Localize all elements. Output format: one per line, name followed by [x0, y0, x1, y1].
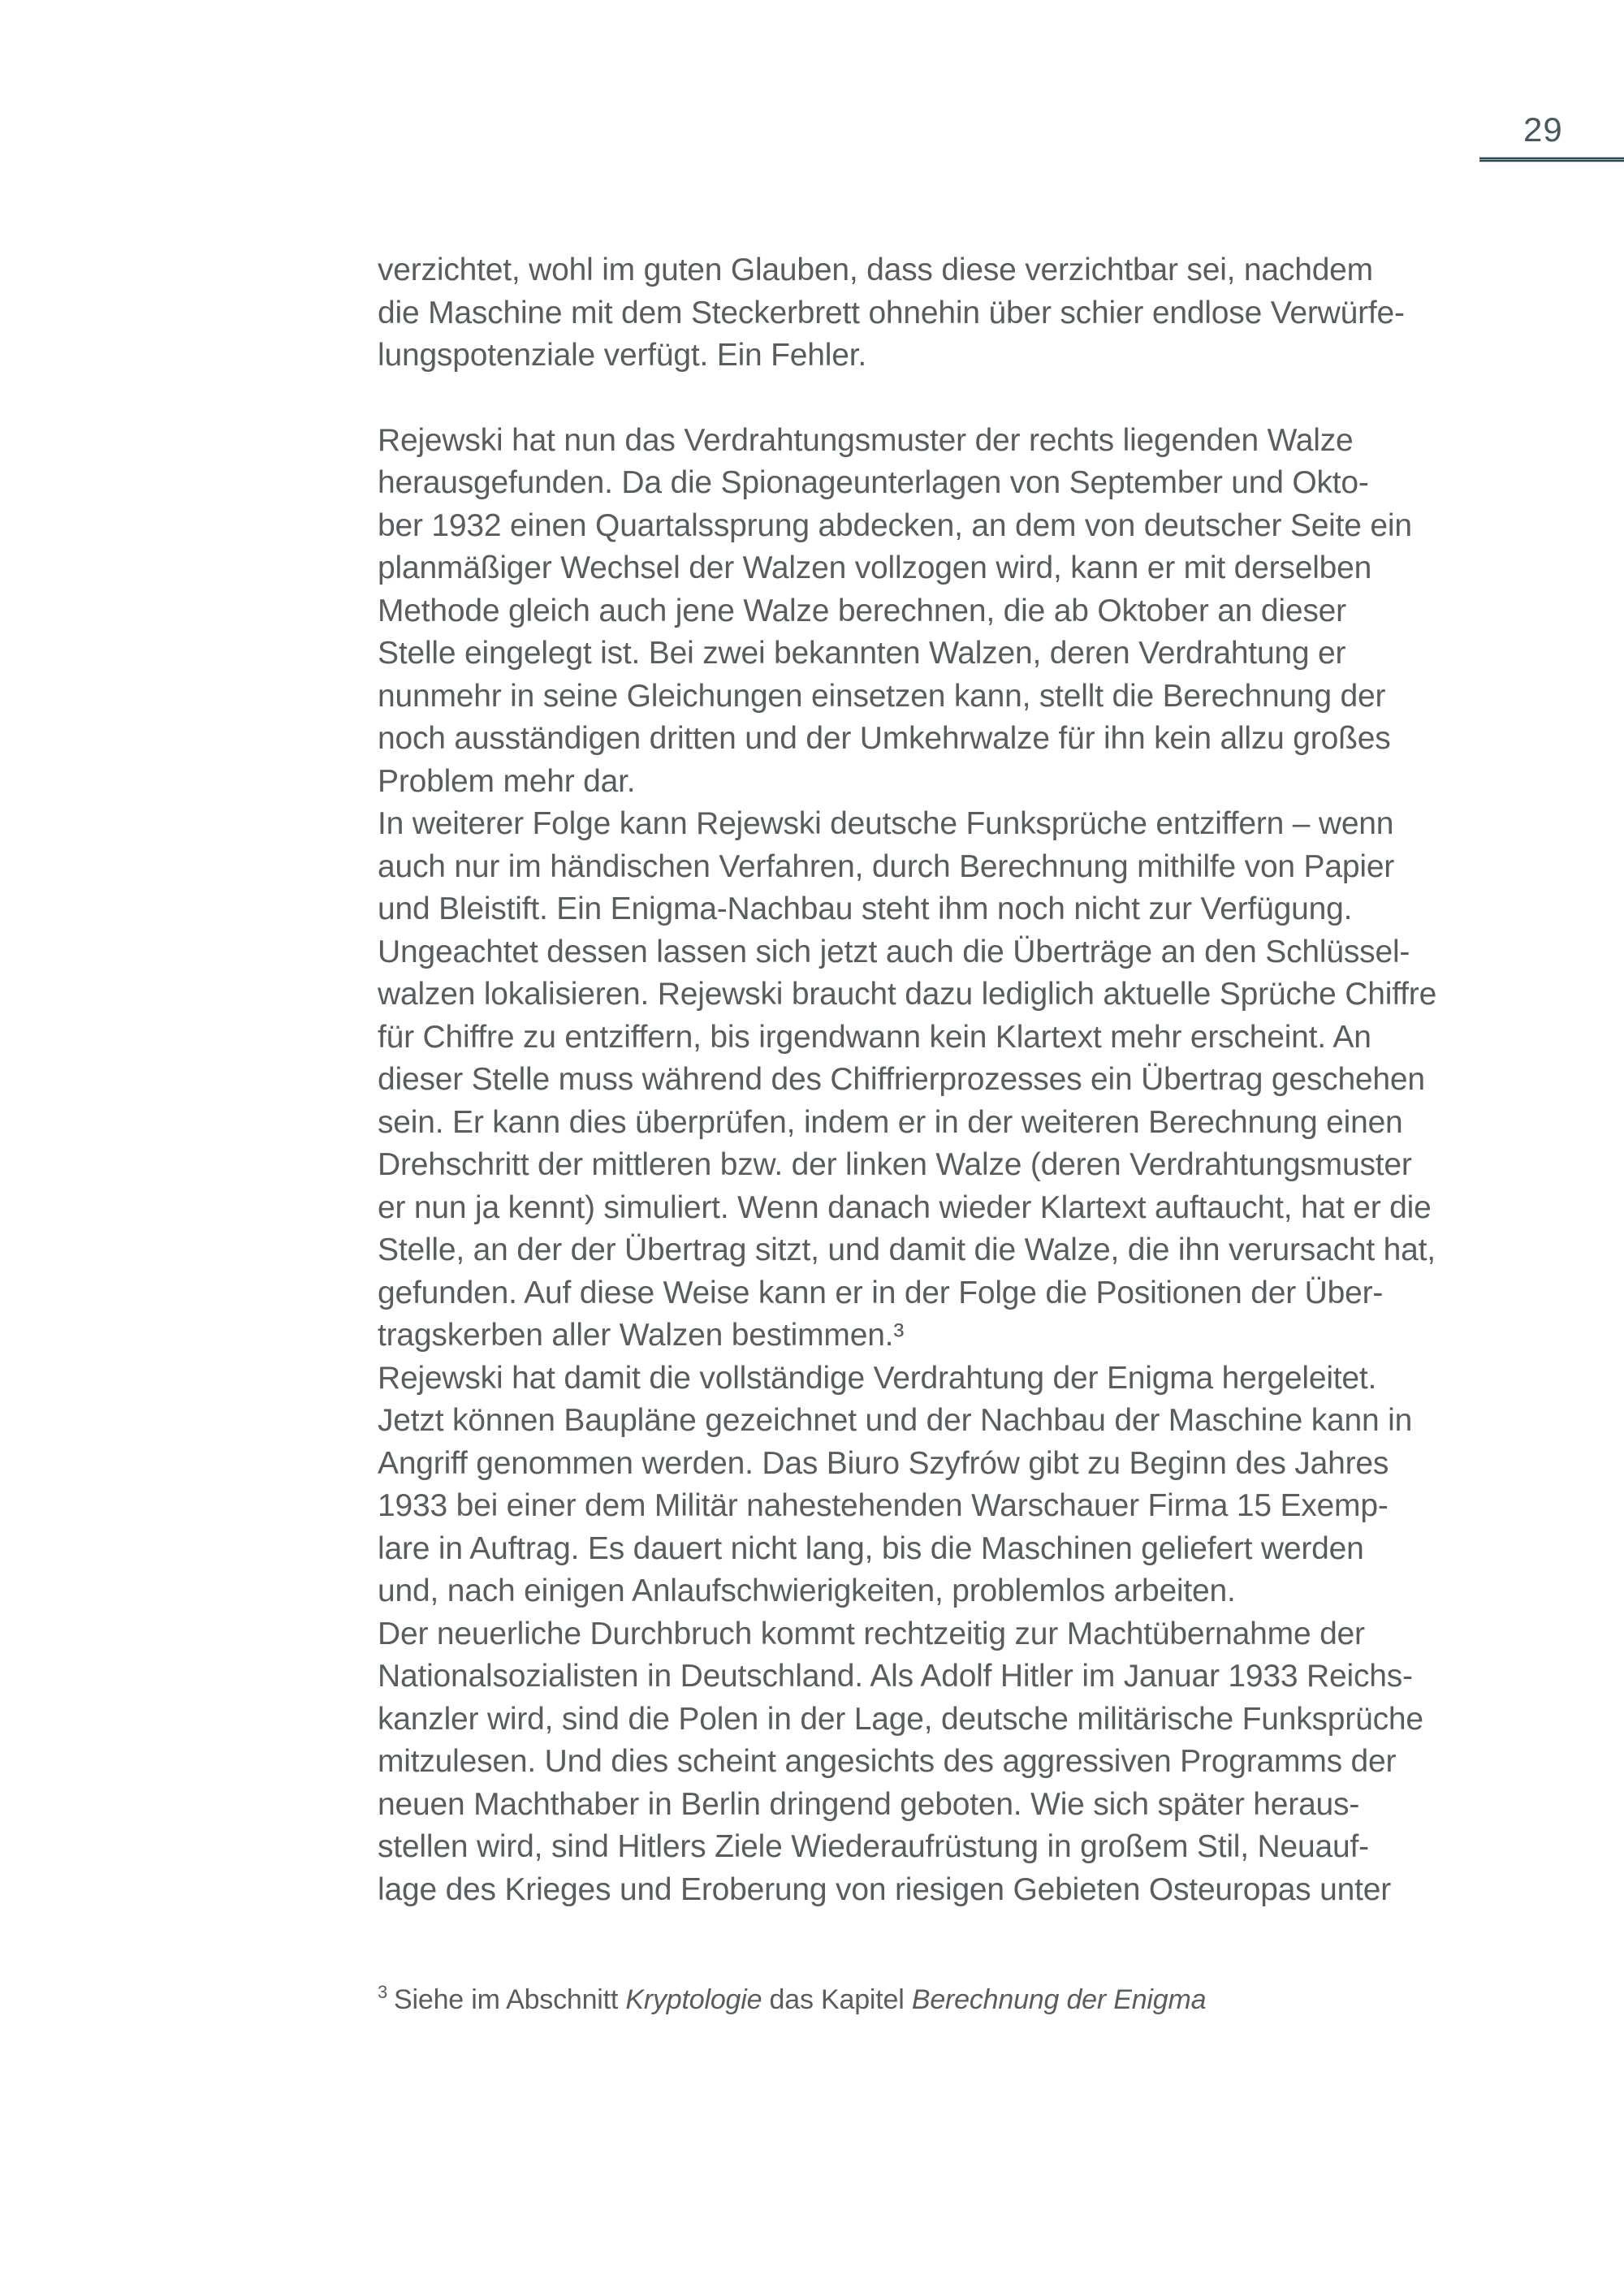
- text-line: Angriff genommen werden. Das Biuro Szyfrów gibt zu Beginn des Jahres: [378, 1445, 1389, 1481]
- text-line: Drehschritt der mittleren bzw. der linken Walze (deren Verdrahtungsmuster: [378, 1147, 1412, 1182]
- text-line: die Maschine mit dem Steckerbrett ohnehin über schier endlose Verwürfe-: [378, 295, 1405, 330]
- text-line: dieser Stelle muss während des Chiffrierprozesses ein Übertrag geschehen: [378, 1062, 1425, 1097]
- footnote-italic-segment: Kryptologie: [625, 1984, 762, 2015]
- footnote-marker: 3: [378, 1982, 388, 2002]
- text-line: herausgefunden. Da die Spionageunterlagen von September und Okto-: [378, 465, 1369, 500]
- text-line: stellen wird, sind Hitlers Ziele Wiederaufrüstung in großem Stil, Neuauf-: [378, 1829, 1369, 1864]
- text-line: 1933 bei einer dem Militär nahestehenden Warschauer Firma 15 Exemp-: [378, 1488, 1389, 1523]
- text-line: Nationalsozialisten in Deutschland. Als Adolf Hitler im Januar 1933 Reichs-: [378, 1659, 1413, 1694]
- text-line: ber 1932 einen Quartalssprung abdecken, an dem von deutscher Seite ein: [378, 507, 1412, 543]
- text-line: Stelle, an der der Übertrag sitzt, und damit die Walze, die ihn verursacht hat,: [378, 1232, 1436, 1267]
- text-line: Jetzt können Baupläne gezeichnet und der Nachbau der Maschine kann in: [378, 1403, 1413, 1438]
- text-line: Der neuerliche Durchbruch kommt rechtzeitig zur Machtübernahme der: [378, 1616, 1365, 1651]
- text-line: kanzler wird, sind die Polen in der Lage, deutsche militärische Funksprüche: [378, 1701, 1423, 1737]
- footnote-italic-segment: Berechnung der Enigma: [911, 1984, 1207, 2015]
- text-line: Methode gleich auch jene Walze berechnen, die ab Oktober an dieser: [378, 593, 1346, 628]
- text-line: für Chiffre zu entziffern, bis irgendwann kein Klartext mehr erscheint. An: [378, 1019, 1371, 1055]
- footnote: [378, 1982, 1482, 2021]
- header-rule: [1479, 157, 1624, 162]
- footnote-segment: Siehe im Abschnitt: [394, 1984, 626, 2015]
- text-line: Problem mehr dar.: [378, 763, 636, 799]
- footnote-segment: das Kapitel: [762, 1984, 912, 2015]
- text-line: Stelle eingelegt ist. Bei zwei bekannten Walzen, deren Verdrahtung er: [378, 636, 1346, 671]
- text-line: sein. Er kann dies überprüfen, indem er in der weiteren Berechnung einen: [378, 1104, 1403, 1140]
- text-line: tragskerben aller Walzen bestimmen.³: [378, 1318, 905, 1353]
- text-line: gefunden. Auf diese Weise kann er in der Folge die Positionen der Über-: [378, 1275, 1384, 1310]
- text-line: Rejewski hat damit die vollständige Verdrahtung der Enigma hergeleitet.: [378, 1360, 1377, 1396]
- text-line: noch ausständigen dritten und der Umkehrwalze für ihn kein allzu großes: [378, 721, 1391, 756]
- text-line: Rejewski hat nun das Verdrahtungsmuster der rechts liegenden Walze: [378, 422, 1354, 458]
- text-line: verzichtet, wohl im guten Glauben, dass diese verzichtbar sei, nachdem: [378, 253, 1373, 287]
- text-line: Ungeachtet dessen lassen sich jetzt auch die Überträge an den Schlüssel-: [378, 934, 1410, 969]
- paragraph-1: [378, 249, 1482, 378]
- text-line: planmäßiger Wechsel der Walzen vollzogen wird, kann er mit derselben: [378, 550, 1372, 585]
- paragraph-2: [378, 420, 1482, 1912]
- text-line: lage des Krieges und Eroberung von riesigen Gebieten Osteuropas unter: [378, 1871, 1392, 1907]
- text-line: lungspotenziale verfügt. Ein Fehler.: [378, 338, 867, 373]
- text-line: und, nach einigen Anlaufschwierigkeiten, problemlos arbeiten.: [378, 1573, 1236, 1608]
- text-line: neuen Machthaber in Berlin dringend geboten. Wie sich später heraus-: [378, 1786, 1360, 1822]
- text-line: walzen lokalisieren. Rejewski braucht dazu lediglich aktuelle Sprüche Chiffre: [378, 977, 1437, 1012]
- body-text: [378, 249, 1482, 1911]
- text-line: mitzulesen. Und dies scheint angesichts des aggressiven Programms der: [378, 1744, 1397, 1779]
- text-line: lare in Auftrag. Es dauert nicht lang, bis die Maschinen geliefert werden: [378, 1530, 1364, 1566]
- page-number: 29: [1523, 110, 1563, 149]
- text-line: nunmehr in seine Gleichungen einsetzen kann, stellt die Berechnung der: [378, 678, 1386, 714]
- text-line: auch nur im händischen Verfahren, durch Berechnung mithilfe von Papier: [378, 848, 1395, 884]
- text-line: er nun ja kennt) simuliert. Wenn danach wieder Klartext auftaucht, hat er die: [378, 1189, 1432, 1225]
- text-line: und Bleistift. Ein Enigma-Nachbau steht ihm noch nicht zur Verfügung.: [378, 891, 1353, 926]
- text-line: In weiterer Folge kann Rejewski deutsche Funksprüche entziffern – wenn: [378, 806, 1394, 841]
- footnote-text: [394, 1984, 1206, 2015]
